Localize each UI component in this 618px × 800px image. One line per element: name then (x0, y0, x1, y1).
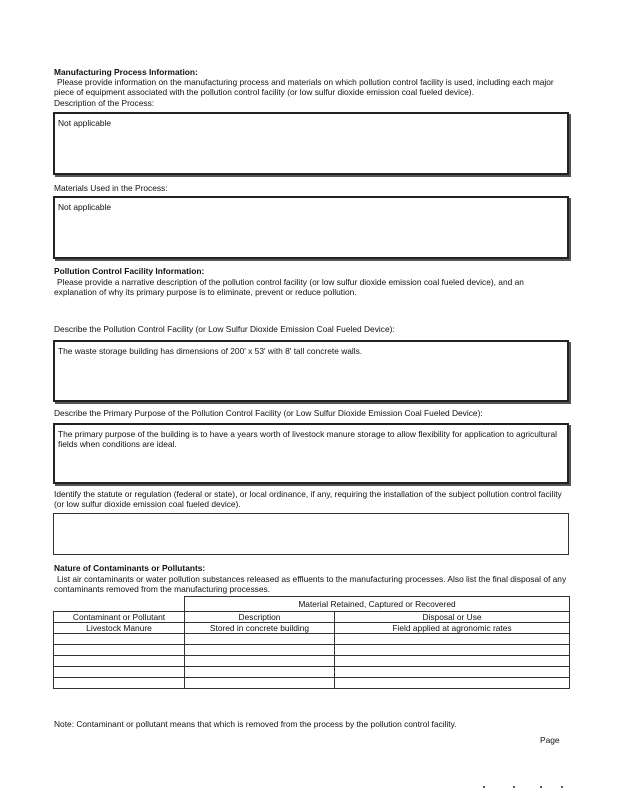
primary-purpose-field[interactable] (53, 423, 569, 484)
primary-purpose-label: Describe the Primary Purpose of the Pollution Control Facility (or Low Sulfur Dioxide Emission Coal Fueled Device): (54, 408, 483, 418)
statute-label: Identify the statute or regulation (federal or state), or local ordinance, if any, requiring the installation of the subject pollution control facility (or low sulfur dioxide emission coal fueled device). (54, 489, 562, 509)
primary-purpose-value: The primary purpose of the building is to have a years worth of livestock manure storage to allow flexibility for application to agricultural fields when conditions are ideal. (58, 429, 558, 449)
scan-speck (561, 786, 563, 788)
describe-facility-field[interactable] (53, 340, 569, 402)
cell-disposal[interactable]: Field applied at agronomic rates (335, 623, 570, 634)
statute-field[interactable] (53, 513, 569, 555)
contaminants-instructions: List air contaminants or water pollution substances released as effluents to the manufacturing processes. Also list the final disposal of any contaminants removed from the manufacturing processes. (54, 574, 567, 594)
cell-contaminant[interactable] (54, 678, 185, 689)
cell-description[interactable] (185, 678, 335, 689)
description-of-process-value: Not applicable (58, 118, 112, 128)
table-row (54, 634, 570, 645)
materials-used-value: Not applicable (58, 202, 112, 212)
table-row (54, 667, 570, 678)
description-of-process-label: Description of the Process: (54, 98, 155, 108)
contaminant-note: Note: Contaminant or pollutant means that which is removed from the process by the pollution control facility. (54, 719, 457, 729)
describe-facility-value: The waste storage building has dimensions of 200' x 53' with 8' tall concrete walls. (58, 346, 363, 356)
describe-facility-label: Describe the Pollution Control Facility (or Low Sulfur Dioxide Emission Coal Fueled Device): (54, 324, 395, 334)
scan-speck (513, 786, 515, 788)
page-label: Page (540, 735, 560, 745)
table-row (54, 623, 570, 634)
cell-contaminant[interactable] (54, 645, 185, 656)
contaminants-table (53, 596, 570, 689)
header-disposal: Disposal or Use (335, 612, 570, 623)
manufacturing-instructions: Please provide information on the manufacturing process and materials on which pollution control facility is used, including each major piece of equipment associated with the pollution control facility (or low sulfur dioxide emission coal fueled device). (54, 77, 554, 97)
cell-disposal[interactable] (335, 656, 570, 667)
table-group-header-row (54, 597, 570, 612)
materials-used-field[interactable] (53, 196, 569, 259)
cell-description[interactable] (185, 656, 335, 667)
cell-description[interactable] (185, 634, 335, 645)
group-header-cell: Material Retained, Captured or Recovered (185, 597, 570, 612)
materials-used-label: Materials Used in the Process: (54, 183, 168, 193)
manufacturing-heading: Manufacturing Process Information: (54, 67, 198, 77)
header-contaminant: Contaminant or Pollutant (54, 612, 185, 623)
cell-contaminant[interactable]: Livestock Manure (54, 623, 185, 634)
pollution-control-heading: Pollution Control Facility Information: (54, 266, 205, 276)
cell-description[interactable] (185, 645, 335, 656)
cell-contaminant[interactable] (54, 634, 185, 645)
scan-speck (483, 786, 485, 788)
table-row (54, 645, 570, 656)
scan-speck (540, 786, 542, 788)
contaminants-heading: Nature of Contaminants or Pollutants: (54, 563, 206, 573)
header-description: Description (185, 612, 335, 623)
table-header-row (54, 612, 570, 623)
pollution-control-instructions: Please provide a narrative description of the pollution control facility (or low sulfur dioxide emission coal fueled device), and an explanation of why its primary purpose is to eliminate, prevent or reduce pollution. (54, 277, 524, 297)
table-row (54, 678, 570, 689)
cell-disposal[interactable] (335, 667, 570, 678)
table-row (54, 656, 570, 667)
cell-description[interactable] (185, 667, 335, 678)
description-of-process-field[interactable] (53, 112, 569, 175)
table-blank-cell (54, 597, 185, 612)
cell-disposal[interactable] (335, 634, 570, 645)
cell-contaminant[interactable] (54, 656, 185, 667)
cell-description[interactable]: Stored in concrete building (185, 623, 335, 634)
cell-disposal[interactable] (335, 645, 570, 656)
cell-contaminant[interactable] (54, 667, 185, 678)
cell-disposal[interactable] (335, 678, 570, 689)
